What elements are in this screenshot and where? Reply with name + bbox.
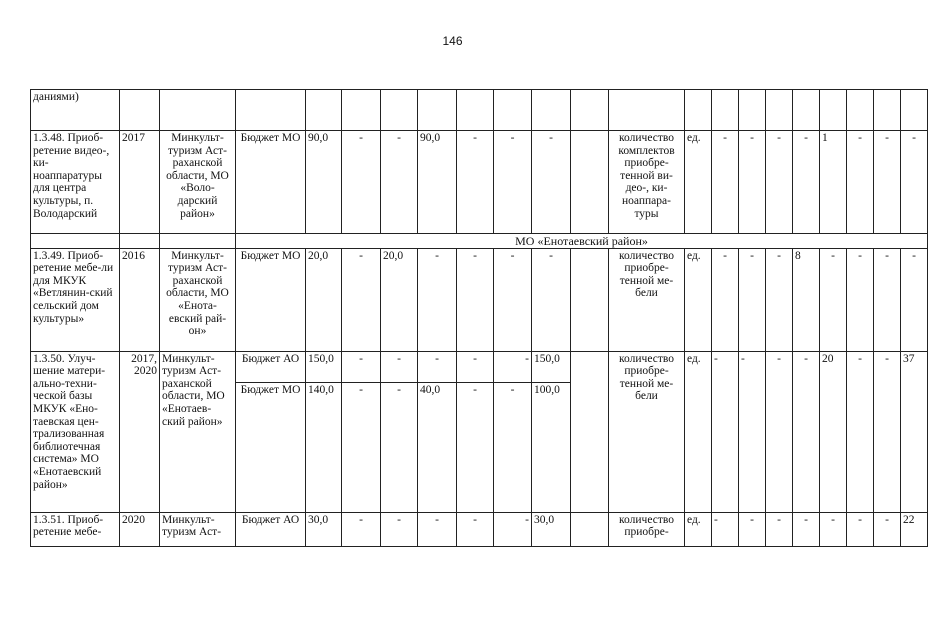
cell-q2: - bbox=[739, 131, 766, 234]
program-table bbox=[30, 89, 928, 547]
cell-q5: 20 bbox=[820, 351, 847, 512]
cell-v2-b: - bbox=[381, 382, 418, 512]
cell-v4: - bbox=[457, 248, 494, 351]
cell-v2: 20,0 bbox=[381, 248, 418, 351]
table-row-1-3-51 bbox=[31, 512, 928, 546]
cell-name: 1.3.49. Приоб-ретение мебе-ли для МКУК «Ветлянин-ский сельский дом культуры» bbox=[31, 248, 120, 351]
cell-q7: - bbox=[874, 512, 901, 546]
cell-v1: - bbox=[342, 512, 381, 546]
table-row-1-3-48 bbox=[31, 131, 928, 234]
cell-year: 2017, 2020 bbox=[120, 351, 160, 512]
cell-q1: - bbox=[712, 248, 739, 351]
cell-unit: ед. bbox=[685, 248, 712, 351]
cell-q6: - bbox=[847, 351, 874, 512]
cell-name: 1.3.48. Приоб-ретение видео-, ки-ноаппаратуры для центра культуры, п. Володарский bbox=[31, 131, 120, 234]
cell-executor: Минкульт-туризм Аст- bbox=[160, 512, 236, 546]
cell-v1-b: - bbox=[342, 382, 381, 512]
cell-source-a: Бюджет АО bbox=[236, 351, 306, 382]
cell-q2: - bbox=[739, 351, 766, 512]
cell-v4-b: - bbox=[457, 382, 494, 512]
cell-q1: - bbox=[712, 351, 739, 512]
cell-total: 30,0 bbox=[306, 512, 342, 546]
cell-v1-a: - bbox=[342, 351, 381, 382]
cell-total: 20,0 bbox=[306, 248, 342, 351]
table-row-continuation bbox=[31, 90, 928, 131]
cell-q7: - bbox=[874, 131, 901, 234]
cell-v6-a: 150,0 bbox=[532, 351, 571, 382]
cell-v6-b: 100,0 bbox=[532, 382, 571, 512]
cell-q6: - bbox=[847, 512, 874, 546]
cell-source-b: Бюджет МО bbox=[236, 382, 306, 512]
cell-total: 90,0 bbox=[306, 131, 342, 234]
cell-indicator: количество приобре-тенной ме-бели bbox=[609, 248, 685, 351]
cell-v3: - bbox=[418, 248, 457, 351]
section-row bbox=[31, 234, 928, 249]
cell-v1: - bbox=[342, 248, 381, 351]
cell-v6: 30,0 bbox=[532, 512, 571, 546]
cell-q8: 22 bbox=[901, 512, 928, 546]
cell-q3: - bbox=[766, 131, 793, 234]
cell-unit: ед. bbox=[685, 131, 712, 234]
cell-q6: - bbox=[847, 131, 874, 234]
cell-total-a: 150,0 bbox=[306, 351, 342, 382]
cell-v5-a: - bbox=[494, 351, 532, 382]
cell-v2: - bbox=[381, 131, 418, 234]
cell-q6: - bbox=[847, 248, 874, 351]
cell-year: 2017 bbox=[120, 131, 160, 234]
cell-q7: - bbox=[874, 248, 901, 351]
table-row-1-3-50 bbox=[31, 351, 928, 382]
cell-q8: - bbox=[901, 131, 928, 234]
cell-v3: 90,0 bbox=[418, 131, 457, 234]
cell-q8: 37 bbox=[901, 351, 928, 512]
cell-executor: Минкульт-туризм Аст-раханской области, МО «Енота-евский рай-он» bbox=[160, 248, 236, 351]
cell-v3-b: 40,0 bbox=[418, 382, 457, 512]
cell-v4-a: - bbox=[457, 351, 494, 382]
cell-year: 2016 bbox=[120, 248, 160, 351]
cell-name: 1.3.51. Приоб-ретение мебе- bbox=[31, 512, 120, 546]
cell-executor: Минкульт-туризм Аст-раханской области, МО «Енотаев-ский район» bbox=[160, 351, 236, 512]
cell-year: 2020 bbox=[120, 512, 160, 546]
cell-name: даниями) bbox=[31, 90, 120, 131]
cell-v5: - bbox=[494, 131, 532, 234]
cell-indicator: количество комплектов приобре-тенной ви-део-, ки-ноаппара-туры bbox=[609, 131, 685, 234]
cell-total-b: 140,0 bbox=[306, 382, 342, 512]
cell-source: Бюджет МО bbox=[236, 131, 306, 234]
table-row-1-3-49 bbox=[31, 248, 928, 351]
cell-unit: ед. bbox=[685, 512, 712, 546]
cell-q3: - bbox=[766, 248, 793, 351]
cell-v4: - bbox=[457, 131, 494, 234]
cell-v5-b: - bbox=[494, 382, 532, 512]
cell-q3: - bbox=[766, 512, 793, 546]
cell-q4: - bbox=[793, 351, 820, 512]
cell-v3: - bbox=[418, 512, 457, 546]
cell-source: Бюджет МО bbox=[236, 248, 306, 351]
cell-q5: - bbox=[820, 512, 847, 546]
cell-v5: - bbox=[494, 248, 532, 351]
cell-q7: - bbox=[874, 351, 901, 512]
cell-q1: - bbox=[712, 131, 739, 234]
cell-v2: - bbox=[381, 512, 418, 546]
cell-q4: - bbox=[793, 512, 820, 546]
section-title: МО «Енотаевский район» bbox=[236, 234, 928, 249]
cell-q2: - bbox=[739, 248, 766, 351]
cell-q5: - bbox=[820, 248, 847, 351]
cell-v2-a: - bbox=[381, 351, 418, 382]
cell-v4: - bbox=[457, 512, 494, 546]
cell-indicator: количество приобре- bbox=[609, 512, 685, 546]
cell-q4: - bbox=[793, 131, 820, 234]
cell-indicator: количество приобре-тенной ме-бели bbox=[609, 351, 685, 512]
cell-q1: - bbox=[712, 512, 739, 546]
cell-q3: - bbox=[766, 351, 793, 512]
cell-q5: 1 bbox=[820, 131, 847, 234]
cell-unit: ед. bbox=[685, 351, 712, 512]
page-number: 146 bbox=[442, 34, 463, 48]
cell-v1: - bbox=[342, 131, 381, 234]
cell-v3-a: - bbox=[418, 351, 457, 382]
cell-q2: - bbox=[739, 512, 766, 546]
cell-name: 1.3.50. Улуч-шение матери-ально-техни-ческой базы МКУК «Ено-таевская цен-трализованная библиотечная система» МО «Енотаевский район» bbox=[31, 351, 120, 512]
cell-source: Бюджет АО bbox=[236, 512, 306, 546]
cell-q4: 8 bbox=[793, 248, 820, 351]
cell-v6: - bbox=[532, 131, 571, 234]
cell-v6: - bbox=[532, 248, 571, 351]
cell-executor: Минкульт-туризм Аст-раханской области, МО «Воло-дарский район» bbox=[160, 131, 236, 234]
cell-v5: - bbox=[494, 512, 532, 546]
cell-q8: - bbox=[901, 248, 928, 351]
